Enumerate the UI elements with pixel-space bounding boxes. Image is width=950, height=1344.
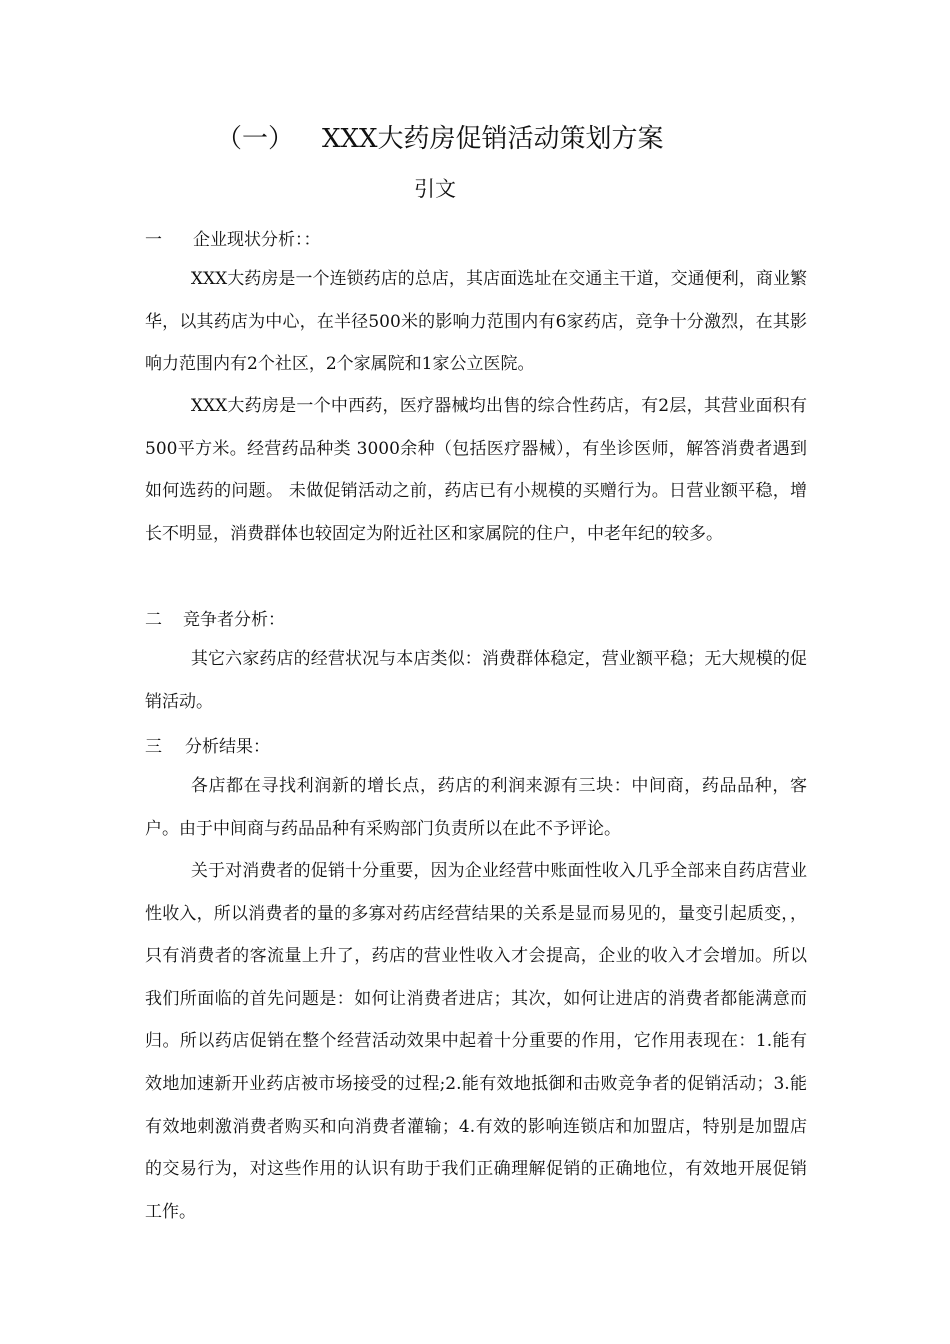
title-number: （一） bbox=[216, 124, 295, 154]
section-title: 分析结果： bbox=[185, 737, 270, 757]
section-number: 三 bbox=[145, 737, 162, 757]
section-heading-2 bbox=[145, 605, 285, 630]
section-heading-3 bbox=[145, 732, 270, 757]
subtitle: 引文 bbox=[414, 177, 456, 201]
paragraph: 关于对消费者的促销十分重要，因为企业经营中账面性收入几乎全部来自药店营业性收入，所以消费者的量的多寡对药店经营结果的关系是显而易见的，量变引起质变，，只有消费者的客流量上升了，药店的营业性收入才会提高，企业的收入才会增加。所以我们所面临的首先问题是：如何让消费者进店；其次，如何让进店的消费者都能满意而归。所以药店促销在整个经营活动效果中起着十分重要的作用，它作用表现在：1.能有效地加速新开业药店被市场接受的过程;2.能有效地抵御和击败竞争者的促销活动；3.能有效地刺激消费者购买和向消费者灌输；4.有效的影响连锁店和加盟店，特别是加盟店的交易行为，对这些作用的认识有助于我们正确理解促销的正确地位，有效地开展促销工作。 bbox=[145, 861, 807, 1222]
title-text: XXX大药房促销活动策划方案 bbox=[322, 124, 664, 154]
section-number: 一 bbox=[145, 230, 162, 250]
section-number: 二 bbox=[145, 610, 162, 630]
section-title: 企业现状分析：： bbox=[193, 230, 321, 250]
section-title: 竞争者分析： bbox=[183, 610, 285, 630]
paragraph: XXX大药房是一个中西药，医疗器械均出售的综合性药店，有2层，其营业面积有 500平方米。经营药品种类 3000余种（包括医疗器械），有坐诊医师，解答消费者遇到如何选药的问题。 未做促销活动之前，药店已有小规模的买赠行为。日营业额平稳，增长不明显，消费群体也较固定为附近社区和家属院的住户，中老年纪的较多。 bbox=[145, 396, 807, 544]
paragraph: 其它六家药店的经营状况与本店类似：消费群体稳定，营业额平稳；无大规模的促销活动。 bbox=[145, 649, 807, 712]
paragraph: 各店都在寻找利润新的增长点，药店的利润来源有三块：中间商，药品品种，客户。由于中间商与药品品种有采购部门负责所以在此不予评论。 bbox=[145, 776, 807, 839]
section-heading-1 bbox=[145, 225, 321, 250]
paragraph: XXX大药房是一个连锁药店的总店，其店面选址在交通主干道，交通便利，商业繁华，以其药店为中心，在半径500米的影响力范围内有6家药店，竞争十分激烈，在其影响力范围内有2个社区，2个家属院和1家公立医院。 bbox=[145, 269, 807, 375]
